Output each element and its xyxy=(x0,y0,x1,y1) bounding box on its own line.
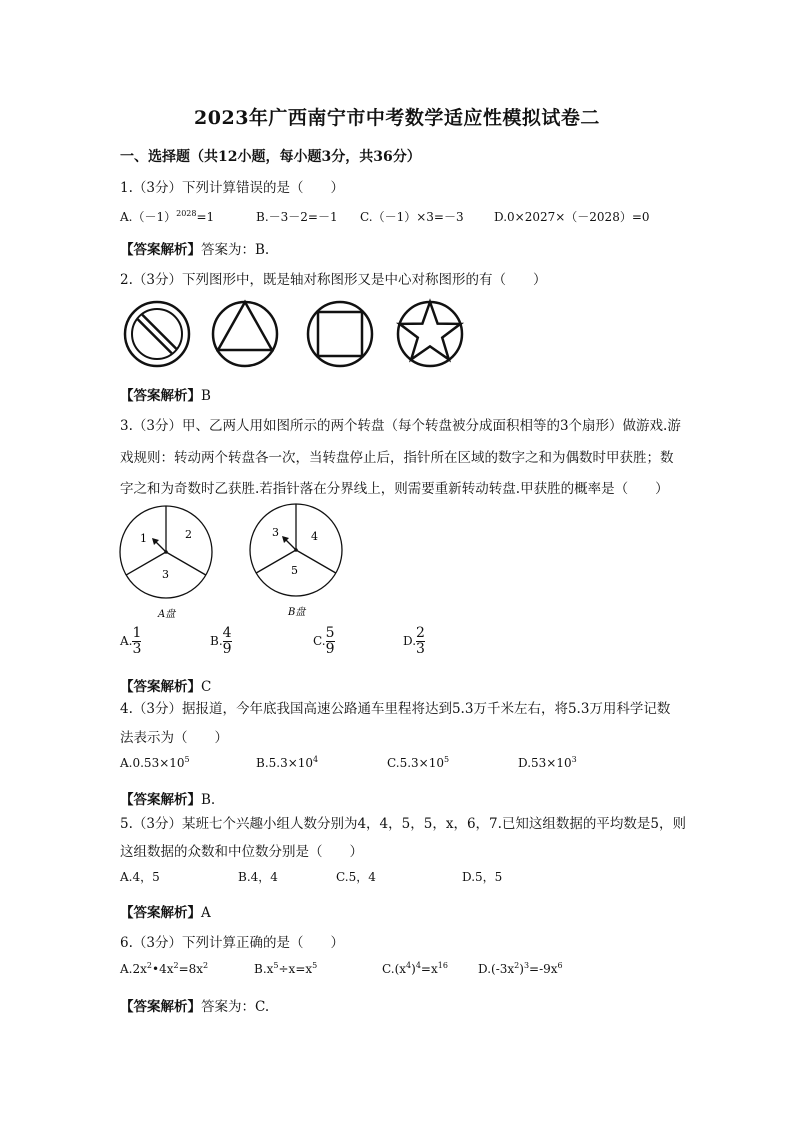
q3-spinners xyxy=(114,500,354,622)
q6-option-c: $C.(x^4)^4=x^{16}$ xyxy=(382,961,448,976)
q2-stem: 2.（3分）下列图形中，既是轴对称图形又是中心对称图形的有（ ） xyxy=(120,272,547,288)
q1-answer: 【答案解析】答案为：B. xyxy=(120,242,270,258)
q3-option-a: A. $\frac{1}{3}$ xyxy=(120,625,142,657)
figure-circle-triangle xyxy=(213,302,277,366)
q5-option-c: C.5，4 xyxy=(336,870,376,884)
spinner-a-sector-1: 1 xyxy=(140,532,147,545)
q4-option-a: $A.0.53\times 10^5$ xyxy=(120,755,190,770)
q5-option-b: B.4，4 xyxy=(238,870,278,884)
spinner-b xyxy=(250,504,342,618)
q3-option-d: D. $\frac{2}{3}$ xyxy=(403,625,425,657)
figure-circle-square xyxy=(308,302,372,366)
q4-option-c: $C.5.3\times 10^5$ xyxy=(387,755,450,770)
spinner-a-caption: A盘 xyxy=(158,609,176,620)
q5-stem-line2: 这组数据的众数和中位数分别是（ ） xyxy=(120,844,363,860)
q3-answer: 【答案解析】C xyxy=(120,679,212,695)
q4-option-b: $B.5.3\times 10^4$ xyxy=(256,755,319,770)
q2-figures xyxy=(118,296,468,376)
q3-stem-line3: 字之和为奇数时乙获胜.若指针落在分界线上，则需要重新转动转盘.甲获胜的概率是（ ） xyxy=(120,481,669,497)
figure-circle-star xyxy=(398,302,462,366)
q6-option-d: $D.(-3x^2)^3=-9x^6$ xyxy=(478,961,563,976)
spinner-a xyxy=(120,506,212,620)
q5-option-a: A.4，5 xyxy=(120,870,160,884)
q6-stem: 6.（3分）下列计算正确的是（ ） xyxy=(120,935,344,951)
q6-option-a: $A.2x^2•4x^2=8x^2$ xyxy=(120,961,209,976)
spinner-b-sector-5: 5 xyxy=(291,564,298,577)
spinner-b-sector-4: 4 xyxy=(311,530,318,543)
q3-option-d-fraction: $\frac{2}{3}$ xyxy=(416,625,425,657)
q5-option-d: D.5，5 xyxy=(462,870,503,884)
spinner-b-caption: B盘 xyxy=(288,607,306,618)
q1-option-c: C.（－1）×3=－3 xyxy=(360,210,464,224)
q3-stem-line1: 3.（3分）甲、乙两人用如图所示的两个转盘（每个转盘被分成面积相等的3个扇形）做游戏.游 xyxy=(120,418,681,434)
q3-option-b-fraction: $\frac{4}{9}$ xyxy=(222,625,232,657)
q3-option-c-fraction: $\frac{5}{9}$ xyxy=(325,625,335,657)
q1-option-d: D.0×2027×（－2028）=0 xyxy=(494,210,650,224)
q1-stem: 1.（3分）下列计算错误的是（ ） xyxy=(120,180,344,196)
q6-answer: 【答案解析】答案为：C. xyxy=(120,999,270,1015)
page-title: 2023年广西南宁市中考数学适应性模拟试卷二 xyxy=(194,107,600,129)
section-heading: 一、选择题（共12小题，每小题3分，共36分） xyxy=(120,149,421,165)
q6-option-b: $B.x^5\div x=x^5$ xyxy=(254,961,318,976)
q4-answer: 【答案解析】B. xyxy=(120,792,216,808)
q4-option-d: $D.53\times 10^3$ xyxy=(518,755,577,770)
q4-stem-line1: 4.（3分）据报道，今年底我国高速公路通车里程将达到5.3万千米左右，将5.3万用科学记数 xyxy=(120,701,671,717)
q3-option-c: C. $\frac{5}{9}$ xyxy=(313,625,335,657)
q1-option-a: $A.(-1)^{2028}=1$ xyxy=(120,209,215,224)
q2-answer: 【答案解析】B xyxy=(120,388,211,404)
q5-answer: 【答案解析】A xyxy=(120,905,211,921)
q4-stem-line2: 法表示为（ ） xyxy=(120,730,228,746)
q1-option-b: B.－3－2=－1 xyxy=(256,210,338,224)
spinner-a-sector-2: 2 xyxy=(185,528,192,541)
q5-stem-line1: 5.（3分）某班七个兴趣小组人数分别为4，4，5，5，x，6，7.已知这组数据的平均数是5，则 xyxy=(120,816,686,832)
figure-circle-slash xyxy=(125,302,189,366)
q3-option-a-fraction: $\frac{1}{3}$ xyxy=(132,625,142,657)
spinner-b-sector-3: 3 xyxy=(272,526,279,539)
spinner-a-sector-3: 3 xyxy=(162,568,169,581)
q3-stem-line2: 戏规则：转动两个转盘各一次，当转盘停止后，指针所在区域的数字之和为偶数时甲获胜；数 xyxy=(120,450,674,466)
q3-option-b: B. $\frac{4}{9}$ xyxy=(210,625,232,657)
